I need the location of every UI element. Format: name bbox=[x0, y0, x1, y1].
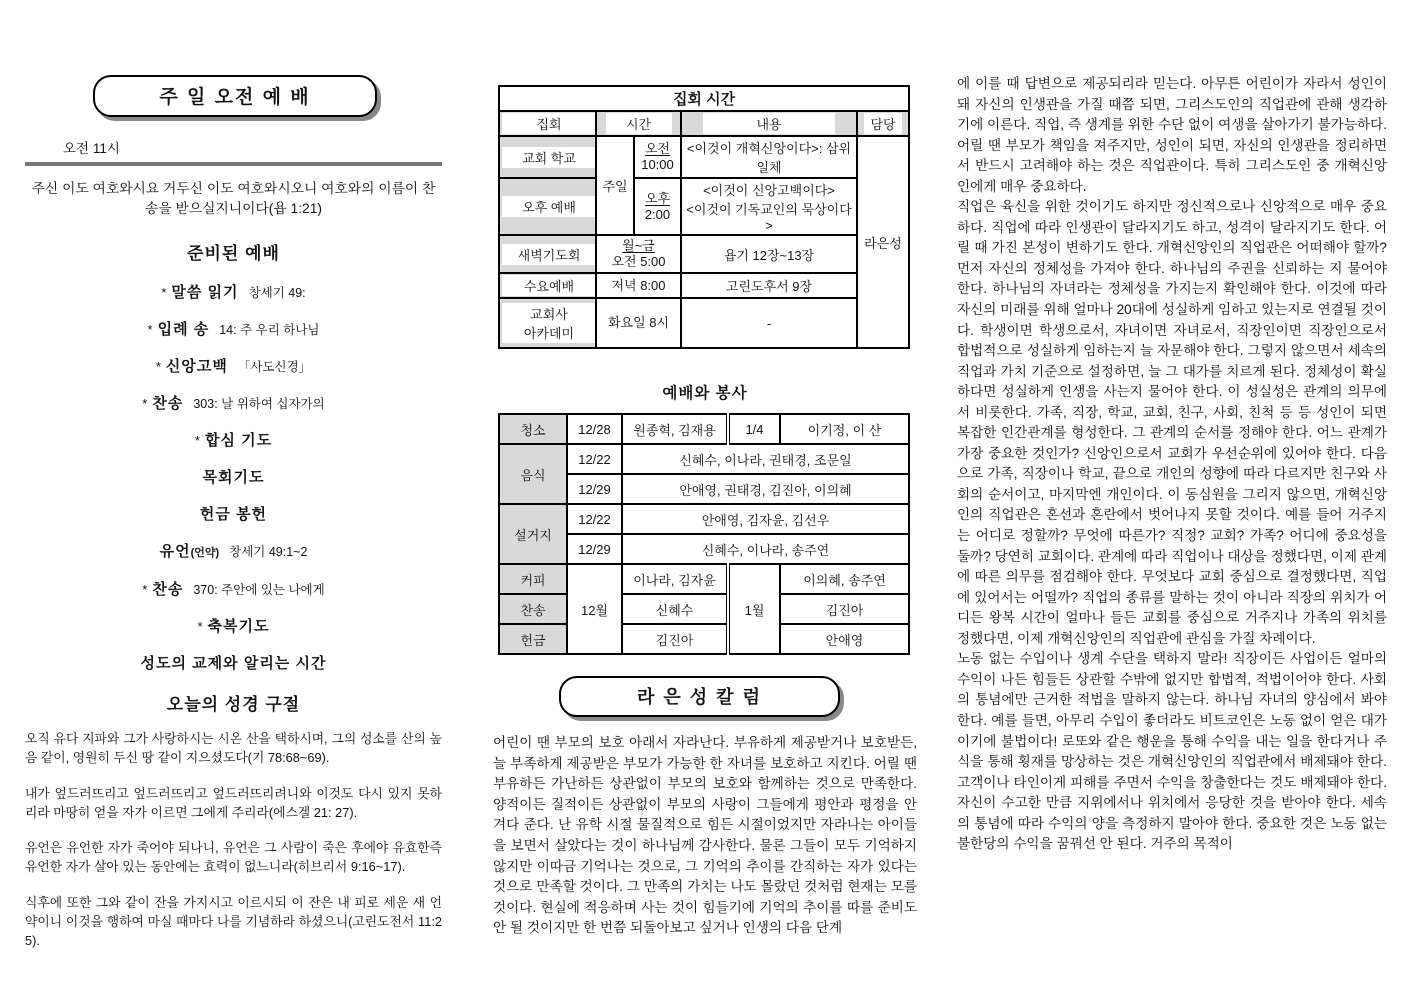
meeting-content-cell: <이것이 신앙고백이다> <이것이 기독교인의 묵상이다> bbox=[681, 178, 857, 235]
page-title: 주 일 오전 예 배 bbox=[93, 75, 377, 117]
meeting-content-cell: 욥기 12장~13장 bbox=[681, 235, 857, 273]
order-item: * 입례 송 14: 주 우리 하나님 bbox=[147, 321, 320, 338]
service-category: 커피 bbox=[499, 564, 567, 594]
meeting-time-cell: 오후 2:00 bbox=[634, 178, 681, 235]
order-item: 성도의 교제와 알리는 시간 bbox=[140, 655, 327, 672]
middle-column bbox=[493, 85, 917, 939]
service-names: 안애영, 권태경, 김진아, 이의혜 bbox=[622, 474, 909, 504]
service-date: 12/22 bbox=[567, 504, 622, 534]
meeting-row-name: 수요예배 bbox=[499, 273, 596, 298]
verse-paragraph: 유언은 유언한 자가 죽어야 되나니, 유언은 그 사람이 죽은 후에야 유효한즉 유언한 자가 살아 있는 동안에는 효력이 없느니라(히브리서 9:16~17). bbox=[25, 840, 442, 875]
order-item: * 말씀 읽기 창세기 49: bbox=[161, 284, 306, 301]
meeting-row-name: 교회 학교 bbox=[499, 136, 596, 178]
meeting-header-manager: 담당 bbox=[857, 111, 909, 136]
service-category: 음식 bbox=[499, 444, 567, 504]
column-title: 라 은 성 칼 럼 bbox=[559, 676, 840, 717]
verse-paragraph: 식후에 또한 그와 같이 잔을 가지시고 이르시되 이 잔은 내 피로 세운 새 언약이니 이것을 행하여 마실 때마다 나를 기념하라 하셨으니(고린도전서 11:25). bbox=[25, 894, 442, 949]
column-continuation-paragraph: 직업은 육신을 위한 것이기도 하지만 정신적으로나 신앙적으로 매우 중요하다. 직업에 따라 인생관이 달라지기도 하고, 성격이 달라지기도 한다. 어릴 때 가진 본성이 변하기도 한다. 개혁신앙인의 직업관은 어떠해야 할까? 먼저 자신의 정체성을 가져야 한다. 하나님의 주권을 신뢰하는 지 물어야 한다. 하나님의 자녀라는 정체성을 가지는지 확인해야 한다. 이것에 따라 자신의 미래를 위해 얼마나 20대에 성실하게 임하고 있는지로 연결될 것이다. 학생이면 학생으로서, 자녀이면 자녀로서, 직장인이면 직장인으로서 합법적으로 성실하게 임하는지 늘 자문해야 한다. 그렇지 않으면서 세속의 직업과 가치 기준으로 설정하면, 늘 그 대가를 치르게 된다. 정체성이 확실하다면 성실하게 인생을 사는지 물어야 한다. 이 성실성은 관계의 의무에서 비롯한다. 가족, 직장, 학교, 교회, 친구, 사회, 친척 등 등 성인이 되면 복잡한 인간관계를 형성한다. 그 관계의 순서를 정해야 한다. 어느 관계가 가장 중요한 것인가? 신앙인으로서 교회가 우선순위에 있어야 한다. 다음으로 가족, 직장이나 학교, 끝으로 개인의 성향에 따라 다르지만 친구와 사회의 순서이고, 마지막엔 개인이다. 이 동심원을 그리지 않으면, 개혁신앙인의 직업관은 혼선과 혼란에서 벗어나지 못할 것이다. 예를 들어 거주지는 어디로 정할까? 무엇에 따른가? 직정? 교회? 가족? 어디에 중요성을 둘까? 당연히 교회이다. 관계에 따라 직업이나 대상을 정했다면, 이제 관계에 따른 의무를 점검해야 한다. 무엇보다 교회 중심으로 결정했다면, 직업에 있어서는 어떨까? 직업의 종류를 말하는 것이 아니라 직장의 위치가 어디든 왕복 시간이 얼마나 들든 교회를 중심으로 거주지나 가족의 위치를 정했다면, 이제 개혁신앙인의 직업관에 관심을 가질 차례이다. bbox=[957, 199, 1387, 646]
service-names: 김진아 bbox=[780, 594, 909, 624]
asterisk: * bbox=[197, 619, 203, 634]
service-date: 12/29 bbox=[567, 534, 622, 564]
service-month: 12월 bbox=[567, 564, 622, 654]
service-table-title: 예배와 봉사 bbox=[662, 385, 748, 402]
order-item: * 축복기도 bbox=[197, 618, 270, 635]
service-names: 김진아 bbox=[622, 624, 728, 654]
order-item: 헌금 봉헌 bbox=[199, 506, 268, 523]
column-continuation-paragraph: 노동 없는 수입이나 생계 수단을 택하지 말라! 직장이든 사업이든 얼마의 수익이 나든 힘들든 상관할 수밖에 없지만 합법적, 적법이어야 한다. 사회의 통념에만 근거한 적법을 말하지 않는다. 하나님 자녀의 양심에서 봐야 한다. 예를 들면, 아무리 수입이 좋더라도 비트코인은 노동 없이 얻은 대가이기에 불법이다! 로또와 같은 행운을 통해 수익을 내는 일을 한다거나 주식을 통해 횡재를 망상하는 것은 개혁신앙인의 직업관에서 배제돼야 한다. 고객이나 타인이게 피해를 주면서 수익을 창출한다는 것도 배제돼야 한다. 자신이 수고한 만큼 지위에서나 위치에서 응당한 것을 받아야 한다. 세속의 통념에 따라 수익의 양을 측정하지 말아야 한다. 중요한 것은 노동 없는 불한당의 수익을 꿈꿔선 안 된다. 거주의 목적이 bbox=[957, 651, 1387, 852]
meeting-header-gathering: 집회 bbox=[499, 111, 596, 136]
service-date: 1/4 bbox=[728, 414, 780, 444]
column-body: 어린이 땐 부모의 보호 아래서 자라난다. 부유하게 제공받거나 보호받든, 늘 부족하게 제공받은 부모가 가능한 한 자녀를 보호하고 지킨다. 어릴 땐 부유하든 가난하든 상관없이 부모의 보호와 함께하는 것으로 만족한다. 양적이든 질적이든 상관없이 부모의 사랑이 그들에게 평안과 평정을 안겨다 준다. 난 유학 시절 물질적으로 힘든 시절이었지만 자라나는 아이들을 보면서 살았다는 것이 하나님께 감사한다. 물론 그들이 모두 기억하지 않지만 이따금 기억나는 것으로, 그 기억의 추이를 간직하는 자가 있다는 것으로 만족할 것이다. 그 만족의 가치는 나도 몰랐던 것처럼 현재는 모를 것이다. 현실에 적응하며 사는 것이 힘들기에 기억의 추이를 따를 준비도 안 될 것이지만 한 번쯤 되돌아보고 싶거나 인생의 다음 단계 bbox=[493, 735, 917, 936]
meeting-content-cell: <이것이 개혁신앙이다>: 삼위일체 bbox=[681, 136, 857, 178]
service-names: 안애영 bbox=[780, 624, 909, 654]
service-names: 신혜수 bbox=[622, 594, 728, 624]
asterisk: * bbox=[161, 285, 167, 300]
meeting-times-table bbox=[498, 85, 910, 349]
meeting-content-cell: 고린도후서 9장 bbox=[681, 273, 857, 298]
service-category: 찬송 bbox=[499, 594, 567, 624]
service-date: 12/22 bbox=[567, 444, 622, 474]
meeting-row-wednesday-worship bbox=[499, 273, 909, 298]
service-row-dishes bbox=[499, 504, 909, 534]
service-row-cleaning bbox=[499, 414, 909, 444]
service-month: 1월 bbox=[728, 564, 780, 654]
worship-service-table bbox=[498, 413, 910, 655]
divider-rule bbox=[25, 162, 442, 166]
meeting-time-cell: 저녁 8:00 bbox=[596, 273, 681, 298]
order-item: * 찬송 303: 날 위하여 십자가의 bbox=[142, 395, 325, 412]
service-row-coffee bbox=[499, 564, 909, 594]
asterisk: * bbox=[142, 582, 148, 597]
order-item: 목회기도 bbox=[202, 469, 265, 486]
meeting-time-cell: 월~금 오전 5:00 bbox=[596, 235, 681, 273]
meeting-day-cell: 주일 bbox=[596, 136, 634, 235]
asterisk: * bbox=[155, 359, 161, 374]
meeting-table-title: 집회 시간 bbox=[499, 86, 909, 111]
prepared-worship-title: 준비된 예배 bbox=[187, 244, 280, 263]
meeting-manager-cell: 라은성 bbox=[857, 136, 909, 348]
call-to-worship: 주신 이도 여호와시요 거두신 이도 여호와시오니 여호와의 이름이 찬송을 받으실지니이다(욥 1:21) bbox=[31, 181, 436, 216]
right-column bbox=[957, 74, 1387, 855]
order-item: * 합심 기도 bbox=[194, 432, 273, 449]
service-category: 헌금 bbox=[499, 624, 567, 654]
service-date: 12/28 bbox=[567, 414, 622, 444]
service-row-praise bbox=[499, 594, 909, 624]
service-names: 원종혁, 김재용 bbox=[622, 414, 728, 444]
meeting-time-cell: 오전 10:00 bbox=[634, 136, 681, 178]
meeting-row-dawn-prayer bbox=[499, 235, 909, 273]
meeting-row-name: 교회사 아카데미 bbox=[499, 298, 596, 348]
service-names: 이의혜, 송주연 bbox=[780, 564, 909, 594]
meeting-row-afternoon-worship bbox=[499, 178, 909, 235]
asterisk: * bbox=[147, 322, 153, 337]
meeting-header-content: 내용 bbox=[681, 111, 857, 136]
verse-paragraph: 오직 유다 지파와 그가 사랑하시는 시온 산을 택하시며, 그의 성소를 산의 높음 같이, 영원히 두신 땅 같이 지으셨도다(기 78:68~69). bbox=[25, 731, 442, 766]
service-category: 설거지 bbox=[499, 504, 567, 564]
order-item: 유언(언약) 창세기 49:1~2 bbox=[159, 543, 308, 560]
column-continuation-paragraph: 에 이를 때 답변으로 제공되리라 믿는다. 아무튼 어린이가 자라서 성인이 돼 자신의 인생관을 가질 때쯤 되면, 그리스도인의 직업관에 관해 생각하기에 이른다. 직업, 즉 생계를 위한 수단 없이 여생을 살아가기 불가능하다. 어릴 땐 부모가 책임을 져주지만, 성인이 되면, 자신의 인생관을 정리하면서 반드시 고려해야 하는 것은 직업관이다. 특히 그리스도인 중 개혁신앙인에게 매우 중요하다. bbox=[957, 76, 1387, 194]
todays-verses-title: 오늘의 성경 구절 bbox=[166, 695, 301, 714]
service-names: 이기정, 이 산 bbox=[780, 414, 909, 444]
service-names: 신혜수, 이나라, 송주연 bbox=[622, 534, 909, 564]
service-names: 이나라, 김자윤 bbox=[622, 564, 728, 594]
service-row-offering bbox=[499, 624, 909, 654]
meeting-header-time: 시간 bbox=[596, 111, 681, 136]
left-column bbox=[25, 75, 442, 967]
verse-paragraph: 내가 엎드러뜨리고 엎드러뜨리고 엎드러뜨리려니와 이것도 다시 있지 못하리라 마땅히 얻을 자가 이르면 그에게 주리라(에스겔 21: 27). bbox=[25, 785, 442, 820]
service-names: 신혜수, 이나라, 권태경, 조문일 bbox=[622, 444, 909, 474]
service-row-food bbox=[499, 444, 909, 474]
meeting-row-name: 오후 예배 bbox=[499, 178, 596, 235]
meeting-row-church-school bbox=[499, 136, 909, 178]
meeting-time-cell: 화요일 8시 bbox=[596, 298, 681, 348]
meeting-content-cell: - bbox=[681, 298, 857, 348]
worship-time-label: 오전 11시 bbox=[63, 141, 120, 156]
meeting-row-church-history-academy bbox=[499, 298, 909, 348]
service-date: 12/29 bbox=[567, 474, 622, 504]
order-item: * 찬송 370: 주안에 있는 나에게 bbox=[142, 581, 325, 598]
order-item: * 신앙고백 「사도신경」 bbox=[155, 358, 312, 375]
meeting-row-name: 새벽기도회 bbox=[499, 235, 596, 273]
scripture-verses bbox=[25, 729, 442, 951]
service-category: 청소 bbox=[499, 414, 567, 444]
service-names: 안애영, 김자윤, 김선우 bbox=[622, 504, 909, 534]
asterisk: * bbox=[142, 396, 148, 411]
asterisk: * bbox=[194, 433, 200, 448]
order-of-worship bbox=[25, 282, 442, 675]
